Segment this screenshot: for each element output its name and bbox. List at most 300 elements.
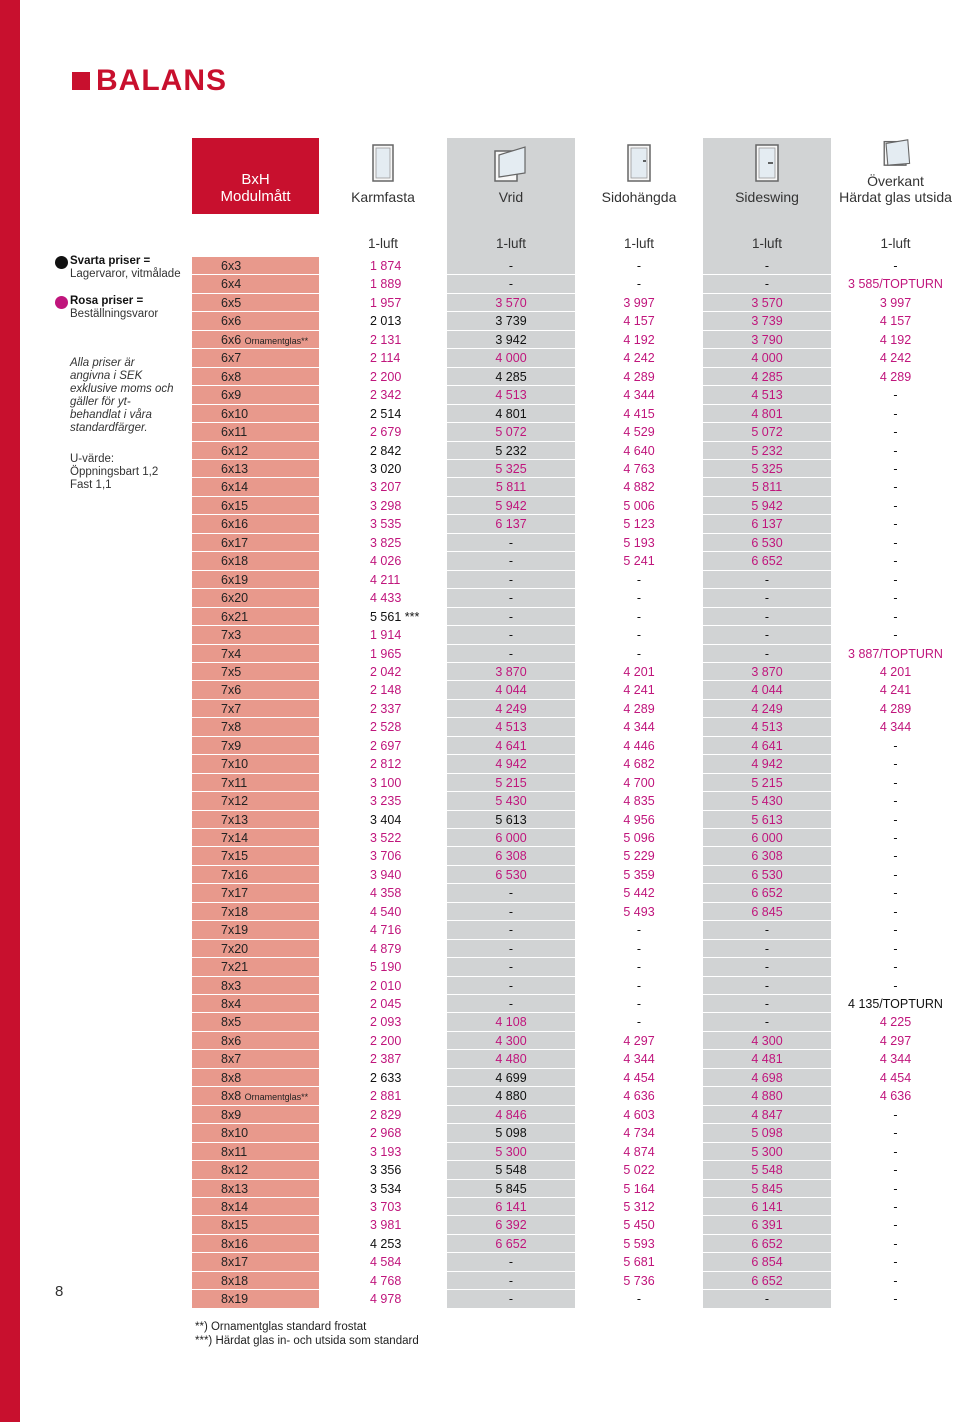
vrid-price: 4 249 <box>495 701 527 716</box>
karmfasta-price: 4 978 <box>370 1292 402 1307</box>
sidohangda-price: 4 446 <box>623 738 655 753</box>
karmfasta-price: 3 235 <box>370 794 402 808</box>
table-row <box>192 884 960 903</box>
sidohangda-price: 4 956 <box>623 812 655 827</box>
vrid-price: 4 513 <box>495 720 527 735</box>
brand-name: BALANS <box>96 64 227 97</box>
size-cell <box>192 312 319 331</box>
karmfasta-price: 2 842 <box>370 443 402 458</box>
overkant-price: - <box>893 960 898 975</box>
overkant-price: - <box>893 461 898 476</box>
overkant-price: 4 289 <box>879 701 912 716</box>
table-row <box>192 903 960 922</box>
overkant-price: - <box>893 591 898 606</box>
sideswing-price: - <box>764 1292 770 1307</box>
vrid-price: - <box>508 646 514 661</box>
overkant-price: 4 192 <box>879 332 912 347</box>
karmfasta-price: 1 965 <box>370 646 402 661</box>
karmfasta-price: 3 100 <box>370 775 402 790</box>
karmfasta-price: 4 540 <box>370 904 402 919</box>
sideswing-price: 5 845 <box>751 1181 783 1196</box>
overkant-price: 4 344 <box>879 720 912 735</box>
overkant-sublabel: Härdat glas utsida <box>839 189 952 205</box>
table-row <box>192 497 960 516</box>
table-row <box>192 1124 960 1143</box>
sideswing-price: 5 811 <box>751 480 783 495</box>
sidohangda-price: 4 242 <box>623 351 655 366</box>
size-value: 7x20 <box>221 941 249 956</box>
size-cell <box>192 1180 319 1199</box>
karmfasta-price: 3 193 <box>370 1144 402 1159</box>
size-cell <box>192 884 319 903</box>
sideswing-price: 3 570 <box>751 295 783 310</box>
overkant-price: - <box>893 259 898 273</box>
size-value: 6x19 <box>221 572 249 587</box>
karmfasta-price: 2 013 <box>370 314 402 329</box>
karmfasta-price: 3 825 <box>370 535 402 550</box>
overkant-price: - <box>893 1273 898 1288</box>
size-value: 7x12 <box>221 794 249 808</box>
sidohangda-price: 4 874 <box>623 1144 655 1159</box>
overkant-price: - <box>893 830 898 845</box>
size-cell <box>192 1032 319 1051</box>
size-cell <box>192 275 319 294</box>
overkant-price: 4 344 <box>879 1052 912 1067</box>
sidohangda-price: 5 229 <box>623 849 655 864</box>
karmfasta-price: 2 093 <box>370 1015 402 1030</box>
pink-price-legend <box>70 295 190 321</box>
sideswing-price: 4 513 <box>751 720 783 735</box>
overkant-price: 3 997 <box>879 295 912 310</box>
overkant-price: - <box>893 443 898 458</box>
size-cell <box>192 442 319 461</box>
vrid-price: - <box>508 1255 514 1270</box>
sideswing-price: 5 430 <box>751 794 783 808</box>
sideswing-price: 3 739 <box>751 314 783 329</box>
karmfasta-price: 2 010 <box>370 978 402 993</box>
size-cell <box>192 737 319 756</box>
sidohangda-price: 5 006 <box>623 498 655 513</box>
table-row <box>192 792 960 811</box>
size-cell <box>192 921 319 940</box>
overkant-price: - <box>893 775 898 790</box>
size-cell <box>192 515 319 534</box>
size-cell <box>192 1143 319 1162</box>
table-row <box>192 1143 960 1162</box>
sidohangda-price: - <box>636 628 642 642</box>
u-value-openable: Öppningsbart 1,2 <box>70 466 159 478</box>
sidohangda-price: 5 096 <box>623 830 655 845</box>
luft-vrid: 1-luft <box>495 236 526 251</box>
size-cell <box>192 478 319 497</box>
sidohangda-price: - <box>636 591 642 606</box>
size-value: 6x10 <box>221 406 249 421</box>
sidohangda-price: - <box>636 572 642 587</box>
overkant-price: - <box>893 738 898 753</box>
overkant-price: - <box>893 1163 898 1177</box>
size-cell <box>192 497 319 516</box>
size-value: 6x18 <box>221 554 249 569</box>
karmfasta-price: 2 045 <box>370 997 402 1011</box>
sideswing-header <box>703 138 831 214</box>
karmfasta-price: 3 940 <box>370 867 402 882</box>
table-row <box>192 442 960 461</box>
overkant-price: - <box>893 941 898 956</box>
sidohangda-price: 4 882 <box>623 480 655 495</box>
size-cell <box>192 1069 319 1088</box>
sideswing-price: - <box>764 628 770 642</box>
table-row <box>192 1216 960 1235</box>
vrid-price: 4 285 <box>495 369 527 384</box>
sidohangda-price: 4 763 <box>623 461 655 476</box>
overkant-price: - <box>893 1144 898 1159</box>
vrid-price: - <box>508 960 514 975</box>
overkant-price: - <box>893 406 898 421</box>
vrid-price: - <box>508 277 514 292</box>
sideswing-price: 4 481 <box>751 1052 783 1067</box>
sideswing-price: 5 300 <box>751 1144 783 1159</box>
sideswing-price: 6 652 <box>751 886 783 901</box>
table-row <box>192 1069 960 1088</box>
vrid-price: - <box>508 554 514 569</box>
size-cell <box>192 774 319 793</box>
size-cell <box>192 700 319 719</box>
black-price-text: Lagervaror, vitmålade <box>70 268 181 280</box>
sidohangda-price: 4 289 <box>623 369 655 384</box>
overkant-price: - <box>893 480 898 495</box>
overkant-price: - <box>893 1218 898 1233</box>
vrid-price: 4 846 <box>495 1107 527 1122</box>
karmfasta-price: 2 114 <box>370 351 401 366</box>
size-cell <box>192 1216 319 1235</box>
size-cell <box>192 626 319 645</box>
size-cell <box>192 386 319 405</box>
vrid-price: 6 308 <box>495 849 527 864</box>
karmfasta-price: 3 703 <box>370 1199 402 1214</box>
size-cell <box>192 903 319 922</box>
overkant-price: - <box>893 923 898 938</box>
size-value: 6x11 <box>221 425 248 439</box>
table-row <box>192 275 960 294</box>
size-cell <box>192 571 319 590</box>
table-row <box>192 626 960 645</box>
sidohangda-price: 4 529 <box>623 425 655 439</box>
karmfasta-price: 1 957 <box>370 295 402 310</box>
table-row <box>192 755 960 774</box>
vrid-price: - <box>508 572 514 587</box>
vrid-price: 4 801 <box>495 406 527 421</box>
sideswing-price: 5 232 <box>751 443 783 458</box>
sideswing-price: 4 880 <box>751 1089 783 1104</box>
overkant-label: Överkant <box>867 173 924 189</box>
size-value: 8x12 <box>221 1163 249 1177</box>
overkant-price: - <box>893 535 898 550</box>
sidohangda-price: 4 415 <box>623 406 655 421</box>
karmfasta-price: 3 404 <box>370 812 402 827</box>
vrid-price: 6 530 <box>495 867 527 882</box>
sideswing-price: 4 249 <box>751 701 783 716</box>
modulmatt-label: Modulmått <box>220 188 291 205</box>
sidohangda-price: - <box>636 997 642 1011</box>
size-cell <box>192 608 319 627</box>
size-value: 7x11 <box>221 775 248 790</box>
karmfasta-price: 2 148 <box>370 683 402 698</box>
table-row <box>192 423 960 442</box>
size-cell <box>192 294 319 313</box>
sideswing-price: 6 391 <box>751 1218 783 1233</box>
karmfasta-price: 4 026 <box>370 554 402 569</box>
size-value: 8x8 <box>221 1089 242 1104</box>
overkant-price: 4 241 <box>879 683 912 698</box>
sidohangda-price: 5 022 <box>623 1163 655 1177</box>
overkant-price: - <box>893 904 898 919</box>
table-row <box>192 663 960 682</box>
size-value: 7x3 <box>221 628 242 642</box>
sidohangda-price: 4 344 <box>623 720 655 735</box>
sidohangda-price: 5 736 <box>623 1273 655 1288</box>
sidohangda-price: 4 603 <box>623 1107 655 1122</box>
table-row <box>192 460 960 479</box>
size-value: 7x14 <box>221 830 249 845</box>
sideswing-price: 4 847 <box>751 1107 783 1122</box>
size-value: 6x3 <box>221 259 242 273</box>
overkant-price: - <box>893 1181 898 1196</box>
size-value: 8x11 <box>221 1144 248 1159</box>
luft-karmfasta: 1-luft <box>367 236 398 251</box>
size-value: 6x14 <box>221 480 249 495</box>
sidohangda-price: - <box>636 259 642 273</box>
table-row <box>192 1235 960 1254</box>
table-row <box>192 866 960 885</box>
size-value: 7x21 <box>221 960 249 975</box>
overkant-price: 4 225 <box>879 1015 912 1030</box>
karmfasta-price: 3 207 <box>370 480 402 495</box>
karmfasta-price: 5 561 *** <box>370 609 420 624</box>
sideswing-price: - <box>764 997 770 1011</box>
sideswing-price: 4 801 <box>751 406 783 421</box>
size-cell <box>192 349 319 368</box>
table-row <box>192 608 960 627</box>
vrid-price: - <box>508 609 514 624</box>
overkant-price: - <box>893 867 898 882</box>
sideswing-price: 6 000 <box>751 830 783 845</box>
sideswing-price: 4 044 <box>751 683 783 698</box>
size-cell <box>192 829 319 848</box>
sidohangda-price: 5 164 <box>623 1181 655 1196</box>
karmfasta-price: 2 528 <box>370 720 402 735</box>
overkant-price: - <box>893 812 898 827</box>
sidohangda-price: - <box>636 1292 642 1307</box>
table-row <box>192 977 960 996</box>
table-row <box>192 921 960 940</box>
size-cell <box>192 663 319 682</box>
table-row <box>192 1087 960 1106</box>
legend-panel <box>70 255 190 492</box>
sidohangda-price: 5 241 <box>623 554 655 569</box>
size-value: 6x9 <box>221 388 242 403</box>
vrid-price: - <box>508 997 514 1011</box>
sideswing-price: 6 530 <box>751 535 783 550</box>
sideswing-price: - <box>764 1015 770 1030</box>
sidohangda-price: 4 700 <box>623 775 655 790</box>
table-row <box>192 1198 960 1217</box>
size-cell <box>192 589 319 608</box>
logo-square <box>72 72 90 90</box>
karmfasta-price: 2 968 <box>370 1126 402 1141</box>
karmfasta-price: 4 211 <box>370 572 401 587</box>
sideswing-price: 4 698 <box>751 1070 783 1085</box>
sideswing-price: 6 845 <box>751 904 783 919</box>
overkant-price: 4 289 <box>879 369 912 384</box>
sideswing-price: 6 137 <box>751 517 783 532</box>
vrid-price: - <box>508 978 514 993</box>
table-row <box>192 349 960 368</box>
table-row <box>192 645 960 664</box>
table-row <box>192 1013 960 1032</box>
table-row <box>192 1253 960 1272</box>
karmfasta-price: 1 889 <box>370 277 402 292</box>
sideswing-price: 4 641 <box>751 738 783 753</box>
table-row <box>192 1161 960 1180</box>
size-value: 7x5 <box>221 664 242 679</box>
size-cell <box>192 1124 319 1143</box>
sideswing-price: 5 613 <box>751 812 783 827</box>
size-value: 8x6 <box>221 1033 242 1048</box>
size-value: 8x19 <box>221 1292 249 1307</box>
karmfasta-price: 4 716 <box>370 923 402 938</box>
table-row <box>192 368 960 387</box>
sidohangda-price: 4 201 <box>623 664 655 679</box>
karmfasta-price: 2 812 <box>370 757 402 772</box>
sidohangda-price: 4 835 <box>623 794 655 808</box>
sideswing-price: 6 652 <box>751 1273 783 1288</box>
size-value: 8x17 <box>221 1255 249 1270</box>
size-value: 8x13 <box>221 1181 249 1196</box>
size-cell <box>192 423 319 442</box>
size-value: 7x13 <box>221 812 249 827</box>
table-row <box>192 1050 960 1069</box>
karmfasta-price: 2 881 <box>370 1089 402 1104</box>
size-value: 6x8 <box>221 369 242 384</box>
size-value: 8x7 <box>221 1052 242 1067</box>
bxh-label: BxH <box>241 171 270 188</box>
vrid-price: 5 098 <box>495 1126 527 1141</box>
side-hung-window-icon <box>626 143 652 183</box>
karmfasta-price: 2 514 <box>370 406 402 421</box>
karmfasta-price: 4 358 <box>370 886 402 901</box>
vrid-price: 6 141 <box>495 1199 527 1214</box>
size-value: 8x8 <box>221 1070 242 1085</box>
karmfasta-price: 1 874 <box>370 259 402 273</box>
sideswing-price: - <box>764 646 770 661</box>
sidohangda-price: - <box>636 960 642 975</box>
vrid-price: - <box>508 941 514 956</box>
overkant-price: 4 454 <box>879 1070 912 1085</box>
sideswing-price: 5 942 <box>751 498 783 513</box>
size-value: 6x12 <box>221 443 249 458</box>
sidohangda-header <box>575 138 703 214</box>
karmfasta-price: 4 584 <box>370 1255 402 1270</box>
size-cell <box>192 940 319 959</box>
sideswing-price: - <box>764 609 770 624</box>
sidohangda-price: 5 593 <box>623 1236 655 1251</box>
size-value: 6x20 <box>221 591 249 606</box>
size-value: 8x18 <box>221 1273 249 1288</box>
overkant-price: 4 157 <box>879 314 912 329</box>
karmfasta-price: 3 706 <box>370 849 402 864</box>
sidohangda-price: 5 123 <box>623 517 655 532</box>
overkant-price: - <box>893 849 898 864</box>
overkant-price: - <box>893 1107 898 1122</box>
karmfasta-price: 2 042 <box>370 664 402 679</box>
sideswing-price: - <box>764 960 770 975</box>
pink-price-title: Rosa priser = <box>70 295 144 307</box>
u-value-info <box>70 453 190 492</box>
overkant-price: 4 201 <box>879 664 912 679</box>
vrid-price: 3 739 <box>495 314 527 329</box>
sidohangda-price: - <box>636 609 642 624</box>
overkant-price: - <box>893 1126 898 1141</box>
overkant-price: 4 297 <box>879 1033 912 1048</box>
size-cell <box>192 368 319 387</box>
overkant-price: - <box>893 628 898 642</box>
table-row <box>192 1032 960 1051</box>
overkant-price: - <box>893 425 898 439</box>
left-red-bar <box>0 0 20 1422</box>
sideswing-price: 4 513 <box>751 388 783 403</box>
overkant-price: - <box>893 794 898 808</box>
table-row <box>192 737 960 756</box>
table-row <box>192 478 960 497</box>
sidohangda-price: 4 297 <box>623 1033 655 1048</box>
table-row <box>192 294 960 313</box>
sideswing-price: - <box>764 941 770 956</box>
vrid-price: 3 570 <box>495 295 527 310</box>
karmfasta-price: 2 697 <box>370 738 402 753</box>
overkant-price: - <box>893 1255 898 1270</box>
overkant-price: 4 242 <box>879 351 912 366</box>
vrid-price: 4 108 <box>495 1015 527 1030</box>
vrid-price: 5 548 <box>495 1163 527 1177</box>
sidohangda-price: 3 997 <box>623 295 655 310</box>
sidohangda-price: 5 493 <box>623 904 655 919</box>
luft-sidohangda: 1-luft <box>623 236 654 251</box>
vrid-header <box>447 138 575 214</box>
top-hung-window-icon <box>879 138 913 167</box>
vrid-price: - <box>508 628 514 642</box>
vrid-price: 4 044 <box>495 683 527 698</box>
overkant-price: - <box>893 886 898 901</box>
size-cell <box>192 1272 319 1291</box>
table-row <box>192 958 960 977</box>
table-row <box>192 386 960 405</box>
table-row <box>192 1290 960 1309</box>
karmfasta-price: 3 356 <box>370 1163 402 1177</box>
vrid-price: - <box>508 259 514 273</box>
size-value: 6x17 <box>221 535 249 550</box>
sideswing-price: 5 072 <box>751 425 783 439</box>
size-value: 7x18 <box>221 904 249 919</box>
overkant-price: 3 585/TOPTURN <box>848 277 943 292</box>
karmfasta-price: 2 387 <box>370 1052 402 1067</box>
size-value: 7x8 <box>221 720 242 735</box>
vrid-price: 6 392 <box>495 1218 527 1233</box>
overkant-price: - <box>893 757 898 772</box>
size-cell <box>192 1050 319 1069</box>
overkant-price: 3 887/TOPTURN <box>848 646 943 661</box>
size-value: 6x6 <box>221 314 242 329</box>
karmfasta-price: 3 522 <box>370 830 402 845</box>
